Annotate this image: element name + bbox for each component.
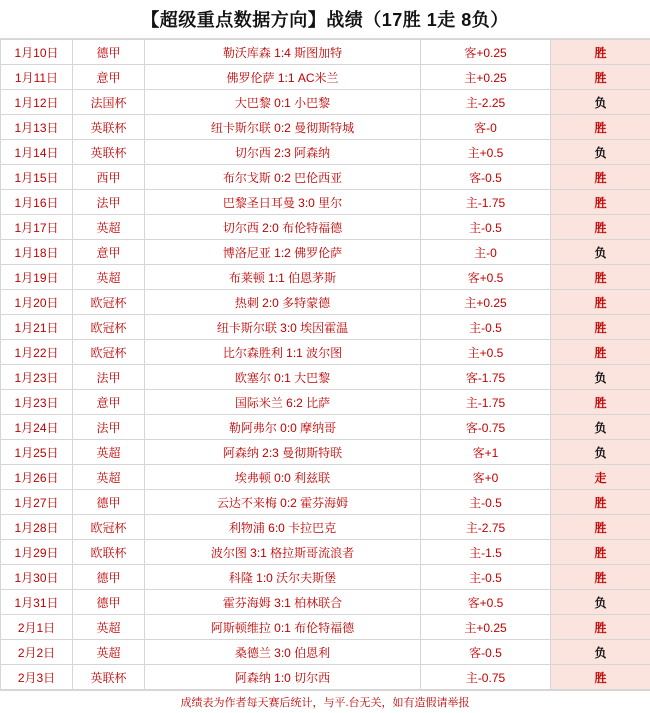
cell-date: 1月15日	[1, 165, 73, 190]
cell-result: 胜	[551, 265, 650, 290]
table-row	[1, 465, 650, 490]
cell-match: 欧塞尔 0:1 大巴黎	[145, 365, 421, 390]
cell-match: 勒阿弗尔 0:0 摩纳哥	[145, 415, 421, 440]
cell-handicap: 主+0.5	[421, 140, 551, 165]
cell-date: 1月14日	[1, 140, 73, 165]
cell-result: 胜	[551, 340, 650, 365]
cell-date: 1月30日	[1, 565, 73, 590]
cell-handicap: 客+0.25	[421, 40, 551, 65]
cell-handicap: 主-0.5	[421, 565, 551, 590]
cell-date: 1月11日	[1, 65, 73, 90]
table-row	[1, 665, 650, 690]
cell-league: 欧冠杯	[73, 315, 145, 340]
cell-handicap: 主-0.5	[421, 490, 551, 515]
sheet-footer	[0, 690, 650, 713]
cell-league: 英超	[73, 465, 145, 490]
table-row	[1, 40, 650, 65]
cell-date: 1月17日	[1, 215, 73, 240]
footer-note: 成绩表为作者每天赛后统计，与平.台无关，如有造假请举报	[180, 694, 469, 710]
cell-league: 德甲	[73, 490, 145, 515]
cell-match: 比尔森胜利 1:1 波尔图	[145, 340, 421, 365]
cell-handicap: 客+0	[421, 465, 551, 490]
cell-league: 欧冠杯	[73, 515, 145, 540]
results-table	[0, 39, 650, 690]
cell-match: 阿森纳 1:0 切尔西	[145, 665, 421, 690]
cell-result: 胜	[551, 115, 650, 140]
table-row	[1, 290, 650, 315]
cell-date: 1月28日	[1, 515, 73, 540]
cell-handicap: 主-1.5	[421, 540, 551, 565]
table-row	[1, 515, 650, 540]
cell-date: 2月2日	[1, 640, 73, 665]
cell-handicap: 主+0.25	[421, 290, 551, 315]
cell-league: 法甲	[73, 190, 145, 215]
cell-result: 胜	[551, 315, 650, 340]
cell-handicap: 客-0.75	[421, 415, 551, 440]
cell-date: 1月24日	[1, 415, 73, 440]
cell-handicap: 主+0.25	[421, 615, 551, 640]
cell-match: 阿森纳 2:3 曼彻斯特联	[145, 440, 421, 465]
cell-result: 负	[551, 90, 650, 115]
cell-result: 负	[551, 440, 650, 465]
table-row	[1, 90, 650, 115]
cell-league: 德甲	[73, 565, 145, 590]
table-row	[1, 365, 650, 390]
cell-date: 1月12日	[1, 90, 73, 115]
table-row	[1, 340, 650, 365]
cell-match: 科隆 1:0 沃尔夫斯堡	[145, 565, 421, 590]
cell-date: 2月3日	[1, 665, 73, 690]
cell-league: 英联杯	[73, 140, 145, 165]
cell-handicap: 客-0.5	[421, 165, 551, 190]
cell-match: 云达不来梅 0:2 霍芬海姆	[145, 490, 421, 515]
cell-match: 纽卡斯尔联 3:0 埃因霍温	[145, 315, 421, 340]
cell-handicap: 客-0.5	[421, 640, 551, 665]
cell-result: 负	[551, 140, 650, 165]
cell-result: 胜	[551, 665, 650, 690]
cell-handicap: 客+0.5	[421, 590, 551, 615]
cell-league: 意甲	[73, 65, 145, 90]
cell-handicap: 主+0.5	[421, 340, 551, 365]
cell-result: 胜	[551, 565, 650, 590]
cell-match: 霍芬海姆 3:1 柏林联合	[145, 590, 421, 615]
table-row	[1, 565, 650, 590]
cell-handicap: 主+0.25	[421, 65, 551, 90]
cell-handicap: 主-1.75	[421, 190, 551, 215]
cell-date: 1月10日	[1, 40, 73, 65]
cell-date: 1月23日	[1, 365, 73, 390]
cell-league: 法甲	[73, 365, 145, 390]
cell-match: 佛罗伦萨 1:1 AC米兰	[145, 65, 421, 90]
cell-result: 走	[551, 465, 650, 490]
cell-handicap: 主-2.25	[421, 90, 551, 115]
cell-match: 博洛尼亚 1:2 佛罗伦萨	[145, 240, 421, 265]
cell-result: 胜	[551, 540, 650, 565]
cell-date: 1月22日	[1, 340, 73, 365]
cell-result: 负	[551, 240, 650, 265]
cell-handicap: 客-1.75	[421, 365, 551, 390]
cell-league: 德甲	[73, 40, 145, 65]
cell-result: 负	[551, 365, 650, 390]
cell-league: 英联杯	[73, 665, 145, 690]
table-row	[1, 240, 650, 265]
cell-date: 1月23日	[1, 390, 73, 415]
table-row	[1, 640, 650, 665]
cell-result: 胜	[551, 65, 650, 90]
cell-league: 西甲	[73, 165, 145, 190]
cell-result: 负	[551, 590, 650, 615]
sheet-title-bar	[0, 0, 650, 39]
cell-handicap: 主-2.75	[421, 515, 551, 540]
cell-date: 1月31日	[1, 590, 73, 615]
cell-league: 英超	[73, 615, 145, 640]
cell-result: 负	[551, 415, 650, 440]
table-row	[1, 115, 650, 140]
cell-league: 英联杯	[73, 115, 145, 140]
cell-date: 1月21日	[1, 315, 73, 340]
cell-match: 大巴黎 0:1 小巴黎	[145, 90, 421, 115]
cell-result: 胜	[551, 215, 650, 240]
cell-match: 巴黎圣日耳曼 3:0 里尔	[145, 190, 421, 215]
cell-date: 1月26日	[1, 465, 73, 490]
cell-match: 埃弗顿 0:0 利兹联	[145, 465, 421, 490]
cell-league: 欧联杯	[73, 540, 145, 565]
cell-date: 1月16日	[1, 190, 73, 215]
table-row	[1, 440, 650, 465]
table-row	[1, 315, 650, 340]
cell-match: 勒沃库森 1:4 斯图加特	[145, 40, 421, 65]
table-row	[1, 540, 650, 565]
cell-match: 热刺 2:0 多特蒙德	[145, 290, 421, 315]
table-row	[1, 590, 650, 615]
cell-date: 1月19日	[1, 265, 73, 290]
cell-handicap: 主-0	[421, 240, 551, 265]
table-row	[1, 490, 650, 515]
cell-match: 国际米兰 6:2 比萨	[145, 390, 421, 415]
table-row	[1, 265, 650, 290]
cell-match: 波尔图 3:1 格拉斯哥流浪者	[145, 540, 421, 565]
cell-result: 胜	[551, 40, 650, 65]
cell-result: 胜	[551, 515, 650, 540]
table-row	[1, 140, 650, 165]
cell-date: 1月18日	[1, 240, 73, 265]
cell-league: 法甲	[73, 415, 145, 440]
cell-date: 2月1日	[1, 615, 73, 640]
cell-result: 胜	[551, 190, 650, 215]
cell-match: 利物浦 6:0 卡拉巴克	[145, 515, 421, 540]
cell-result: 胜	[551, 615, 650, 640]
cell-league: 英超	[73, 265, 145, 290]
cell-match: 布尔戈斯 0:2 巴伦西亚	[145, 165, 421, 190]
cell-date: 1月13日	[1, 115, 73, 140]
cell-date: 1月27日	[1, 490, 73, 515]
table-row	[1, 415, 650, 440]
cell-date: 1月20日	[1, 290, 73, 315]
cell-league: 意甲	[73, 390, 145, 415]
cell-handicap: 主-1.75	[421, 390, 551, 415]
table-row	[1, 615, 650, 640]
cell-handicap: 主-0.75	[421, 665, 551, 690]
results-table-body	[1, 40, 650, 690]
cell-handicap: 客-0	[421, 115, 551, 140]
cell-handicap: 客+0.5	[421, 265, 551, 290]
cell-match: 切尔西 2:3 阿森纳	[145, 140, 421, 165]
cell-league: 德甲	[73, 590, 145, 615]
cell-handicap: 主-0.5	[421, 315, 551, 340]
cell-match: 切尔西 2:0 布伦特福德	[145, 215, 421, 240]
cell-league: 英超	[73, 640, 145, 665]
table-row	[1, 215, 650, 240]
cell-match: 阿斯顿维拉 0:1 布伦特福德	[145, 615, 421, 640]
page-title: 【超级重点数据方向】战绩（17胜 1走 8负）	[141, 6, 509, 32]
cell-result: 胜	[551, 490, 650, 515]
cell-match: 纽卡斯尔联 0:2 曼彻斯特城	[145, 115, 421, 140]
cell-league: 法国杯	[73, 90, 145, 115]
cell-result: 负	[551, 640, 650, 665]
cell-league: 欧冠杯	[73, 290, 145, 315]
cell-handicap: 主-0.5	[421, 215, 551, 240]
cell-match: 布莱顿 1:1 伯恩茅斯	[145, 265, 421, 290]
cell-date: 1月29日	[1, 540, 73, 565]
cell-league: 意甲	[73, 240, 145, 265]
cell-date: 1月25日	[1, 440, 73, 465]
cell-league: 欧冠杯	[73, 340, 145, 365]
cell-result: 胜	[551, 165, 650, 190]
table-row	[1, 165, 650, 190]
cell-league: 英超	[73, 440, 145, 465]
cell-match: 桑德兰 3:0 伯恩利	[145, 640, 421, 665]
cell-result: 胜	[551, 290, 650, 315]
cell-result: 胜	[551, 390, 650, 415]
table-row	[1, 65, 650, 90]
cell-league: 英超	[73, 215, 145, 240]
table-row	[1, 390, 650, 415]
table-row	[1, 190, 650, 215]
cell-handicap: 客+1	[421, 440, 551, 465]
